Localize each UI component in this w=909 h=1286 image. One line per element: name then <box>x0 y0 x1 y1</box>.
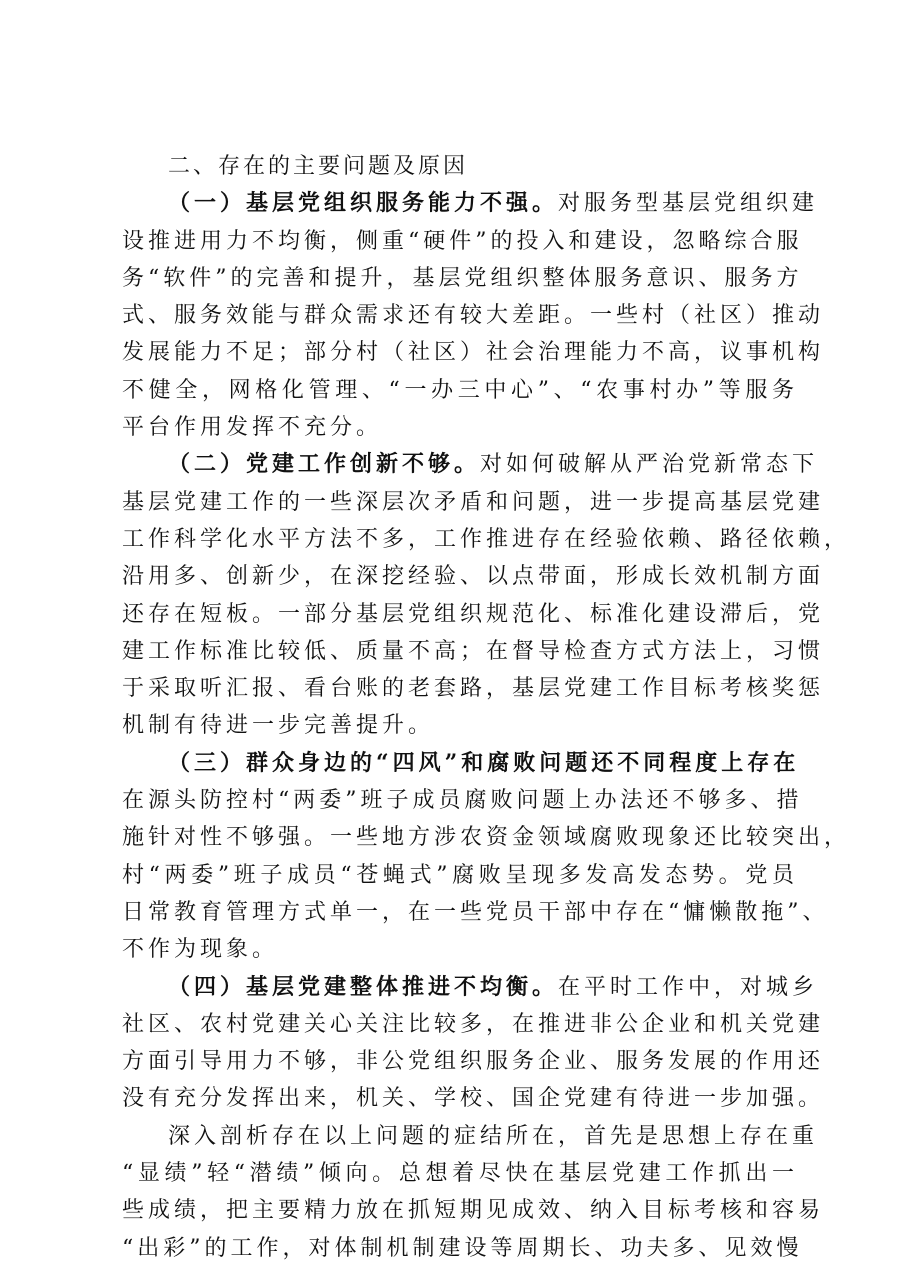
paragraph-line: 村“两委”班子成员“苍蝇式”腐败呈现多发高发态势。党员 <box>122 862 798 888</box>
paragraph-1 <box>122 185 825 446</box>
paragraph-line: 不作为现象。 <box>122 937 279 963</box>
paragraph-3 <box>122 745 851 969</box>
paragraph-line: 方面引导用力不够，非公党组织服务企业、服务发展的作用还 <box>122 1049 825 1075</box>
paragraph-line: 式、服务效能与群众需求还有较大差距。一些村（社区）推动 <box>122 303 825 329</box>
paragraph-line: 些成绩，把主要精力放在抓短期见成效、纳入目标考核和容易 <box>122 1198 825 1224</box>
paragraph-line: 机制有待进一步完善提升。 <box>122 713 435 739</box>
paragraph-line: 设推进用力不均衡，侧重“硬件”的投入和建设，忽略综合服 <box>122 228 803 254</box>
paragraph-line: “显绩”轻“潜绩”倾向。总想着尽快在基层党建工作抓出一 <box>122 1161 798 1187</box>
paragraph-lead: （四）基层党建整体推进不均衡。 <box>168 973 559 1000</box>
paragraph-lead: （二）党建工作创新不够。 <box>168 451 481 478</box>
section-heading: 二、存在的主要问题及原因 <box>168 154 469 179</box>
paragraph-line: 基层党建工作的一些深层次矛盾和问题，进一步提高基层党建 <box>122 489 825 515</box>
paragraph-line: 深入剖析存在以上问题的症结所在，首先是思想上存在重 <box>168 1123 819 1149</box>
paragraph-text: 对服务型基层党组织建 <box>558 191 819 217</box>
paragraph-line <box>122 185 819 222</box>
paragraph-line <box>122 446 819 483</box>
paragraph-line: 建工作标准比较低、质量不高；在督导检查方式方法上，习惯 <box>122 638 825 664</box>
paragraph-line: 发展能力不足；部分村（社区）社会治理能力不高，议事机构 <box>122 340 825 366</box>
paragraph-line: 务“软件”的完善和提升，基层党组织整体服务意识、服务方 <box>122 265 803 291</box>
paragraph-line: 沿用多、创新少，在深挖经验、以点带面，形成长效机制方面 <box>122 564 825 590</box>
paragraph-lead: （一）基层党组织服务能力不强。 <box>168 190 559 217</box>
paragraph-text: 对如何破解从严治党新常态下 <box>480 452 819 478</box>
paragraph-line: 在源头防控村“两委”班子成员腐败问题上办法还不够多、措 <box>122 788 803 814</box>
paragraph-line <box>122 745 798 782</box>
paragraph-line: 施针对性不够强。一些地方涉农资金领域腐败现象还比较突出， <box>122 825 851 851</box>
paragraph-line: 还存在短板。一部分基层党组织规范化、标准化建设滞后，党 <box>122 601 825 627</box>
paragraph-line <box>122 969 819 1006</box>
paragraph-line: 于采取听汇报、看台账的老套路，基层党建工作目标考核奖惩 <box>122 676 825 702</box>
paragraph-line: 没有充分发挥出来，机关、学校、国企党建有待进一步加强。 <box>122 1086 825 1112</box>
document-body <box>122 148 851 1267</box>
paragraph-2 <box>122 446 851 744</box>
paragraph-lead: （三）群众身边的“四风”和腐败问题还不同程度上存在 <box>168 749 800 776</box>
paragraph-4 <box>122 969 825 1118</box>
paragraph-line: 日常教育管理方式单一，在一些党员干部中存在“慵懒散拖”、 <box>122 899 829 925</box>
paragraph-text: 在平时工作中，对城乡 <box>558 974 819 1000</box>
paragraph-line: 社区、农村党建关心关注比较多，在推进非公企业和机关党建 <box>122 1011 825 1037</box>
paragraph-line: 平台作用发挥不充分。 <box>122 415 383 441</box>
paragraph-5 <box>122 1118 825 1267</box>
paragraph-line: 不健全，网格化管理、“一办三中心”、“农事村办”等服务 <box>122 377 798 403</box>
paragraph-line: 工作科学化水平方法不多，工作推进存在经验依赖、路径依赖， <box>122 526 851 552</box>
paragraph-line: “出彩”的工作，对体制机制建设等周期长、功夫多、见效慢 <box>122 1235 803 1261</box>
